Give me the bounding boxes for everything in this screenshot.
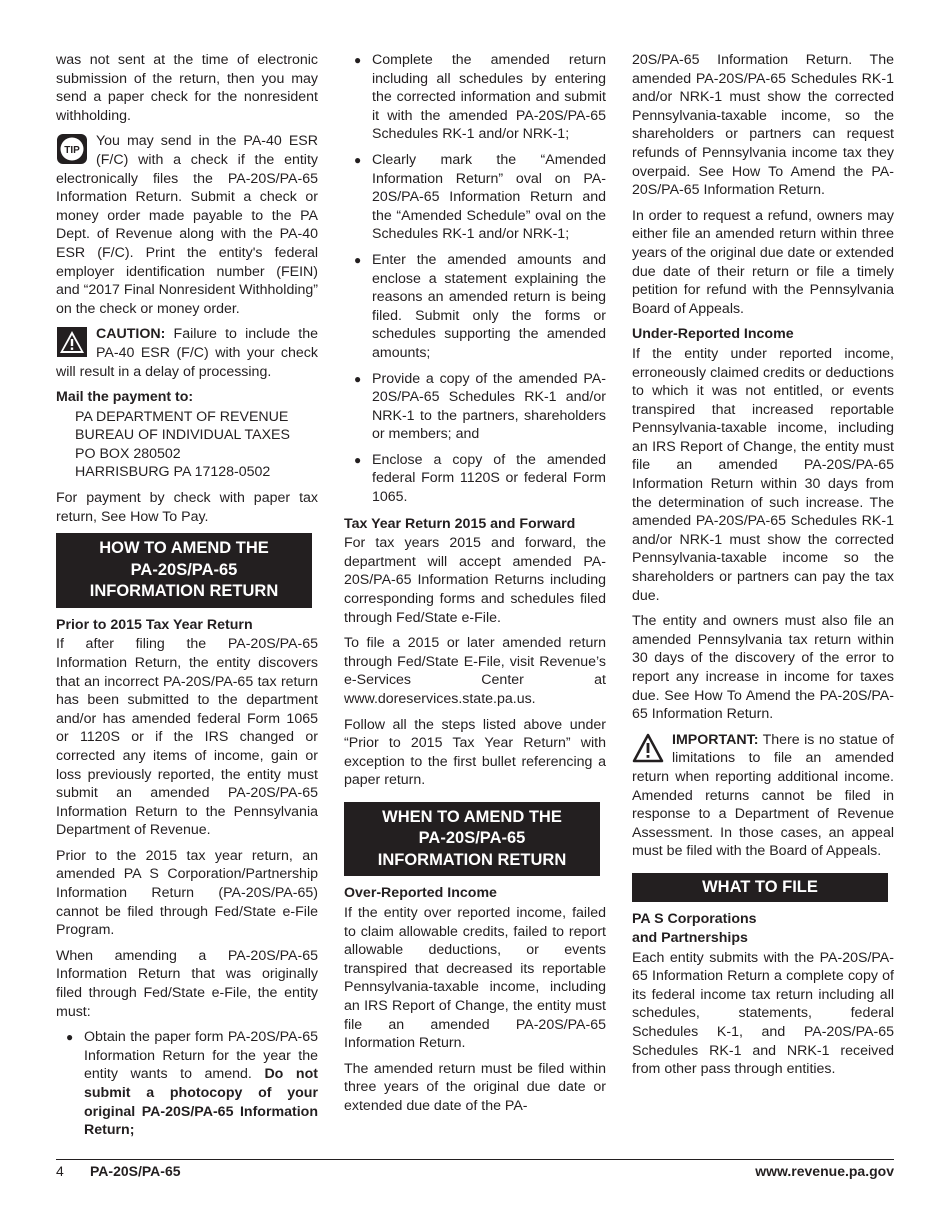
bullet-icon: ● xyxy=(354,371,362,386)
bullet-text: Complete the amended return including all schedules by entering the corrected information and submit it with the amended PA-20S/PA-65 Schedules RK-1 and/or NRK-1; xyxy=(372,52,606,143)
tip-icon xyxy=(56,133,88,165)
tip-notice xyxy=(56,132,318,318)
list-item xyxy=(344,451,606,507)
under-reported-paragraph-1: If the entity under reported income, erroneously claimed credits or deductions to which it was not entitled, or events transpired that increased reportable Pennsylvania-taxable income, including an IRS Report of Change, the entity must file an amended PA-20S/PA-65 Information Return within 30 days from the determination of such increase. The amended PA-20S/PA-65 Schedules RK-1 and/or NRK-1 must show the corrected Pennsylvania-taxable income so the shareholders or partners can pay the tax due. xyxy=(632,345,894,604)
prior-paragraph-2: Prior to the 2015 tax year return, an amended PA S Corporation/Partnership Information Return (PA-20S/PA-65) cannot be filed through Fed/State e-File Program. xyxy=(56,847,318,939)
list-item xyxy=(344,51,606,144)
over-reported-paragraph-1: If the entity over reported income, failed to claim allowable credits, failed to report allowable deductions, or events transpired that decreased its reportable Pennsylvania-taxable income, including an IRS Report of Change, the entity must file an amended PA-20S/PA-65 Information Return. xyxy=(344,905,606,1052)
bullet-icon: ● xyxy=(66,1030,74,1045)
bullet-icon: ● xyxy=(354,152,362,167)
mail-heading: Mail the payment to: xyxy=(56,389,194,406)
over-reported-continued: 20S/PA-65 Information Return. The amended PA-20S/PA-65 Schedules RK-1 and/or NRK-1 must show the corrected Pennsylvania-taxable income, so the shareholders or partners can request refunds of Pennsylvania income tax they overpaid. See How To Amend the PA-20S/PA-65 Information Return. xyxy=(632,52,894,199)
column-2 xyxy=(344,51,606,1123)
website-link[interactable]: www.revenue.pa.gov xyxy=(755,1163,894,1179)
important-notice xyxy=(632,731,894,861)
intro-paragraph: was not sent at the time of electronic submission of the return, then you may send a paper check for the nonresident withholding. xyxy=(56,52,318,124)
bullet-icon: ● xyxy=(354,452,362,467)
under-reported-paragraph-2: The entity and owners must also file an amended Pennsylvania tax return within 30 days of the discovery of the error to report any increase in income for taxes due. See How To Amend the PA-20S/PA-65 Information Return. xyxy=(632,613,894,723)
scorp-heading-line-2: and Partnerships xyxy=(632,930,748,947)
over-reported-heading: Over-Reported Income xyxy=(344,885,497,902)
form-name: PA-20S/PA-65 xyxy=(90,1163,181,1179)
tip-icon-label: TIP xyxy=(64,145,80,157)
mailing-address xyxy=(75,408,318,482)
bullet-text: Provide a copy of the amended PA-20S/PA-65 Schedules RK-1 and/or NRK-1 to the partners, shareholders or members; and xyxy=(372,370,606,443)
tax-2015-paragraph-1: For tax years 2015 and forward, the department will accept amended PA-20S/PA-65 Information Returns including corresponding forms and schedules filed through Fed/State e-File. xyxy=(344,535,606,626)
bullet-text: Clearly mark the “Amended Information Return” oval on PA-20S/PA-65 Information Return and the “Amended Schedule” oval on the Schedules RK-1 and/or NRK-1; xyxy=(372,151,606,243)
over-reported-paragraph-2: The amended return must be filed within three years of the original due date or extended due date of the PA- xyxy=(344,1060,606,1114)
bullet-icon: ● xyxy=(354,252,362,267)
address-line: BUREAU OF INDIVIDUAL TAXES xyxy=(75,427,290,444)
caution-text: Failure to include the PA-40 ESR (F/C) with your check will result in a delay of processing. xyxy=(56,326,318,380)
what-to-file-banner: WHAT TO FILE xyxy=(632,873,888,903)
banner-line: INFORMATION RETURN xyxy=(377,850,567,869)
tax-2015-paragraph-3: Follow all the steps listed above under “Prior to 2015 Tax Year Return” with exception to the first bullet referencing a paper return. xyxy=(344,716,606,789)
bullet-text: Enclose a copy of the amended federal Form 1120S or federal Form 1065. xyxy=(372,451,606,506)
banner-line: PA-20S/PA-65 xyxy=(130,560,238,579)
prior-2015-heading: Prior to 2015 Tax Year Return xyxy=(56,616,253,633)
footer-divider xyxy=(56,1159,894,1160)
list-item xyxy=(344,151,606,244)
column-3 xyxy=(632,51,894,1086)
check-paragraph: For payment by check with paper tax return, See How To Pay. xyxy=(56,490,318,525)
address-line: PA DEPARTMENT OF REVENUE xyxy=(75,408,289,425)
column-1 xyxy=(56,51,318,1148)
important-icon xyxy=(632,732,664,764)
banner-line: WHEN TO AMEND THE xyxy=(382,807,562,826)
list-item xyxy=(344,251,606,363)
important-text: There is no statue of limitations to file an amended return when reporting additional income. Amended returns cannot be filed in response to a Department of Revenue Assessment. In those cases, an appeal must be filed with the Board of Appeals. xyxy=(632,731,894,860)
caution-notice xyxy=(56,325,318,381)
banner-line: HOW TO AMEND THE xyxy=(99,539,269,558)
page-number: 4 xyxy=(56,1163,64,1179)
tax-2015-paragraph-2: To file a 2015 or later amended return through Fed/State E-File, visit Revenue’s e-Services Center at www.doreservices.state.pa.us. xyxy=(344,635,606,707)
caution-icon xyxy=(56,326,88,358)
list-item xyxy=(56,1028,318,1140)
amend-steps-list xyxy=(56,1028,318,1140)
when-to-amend-banner xyxy=(344,802,600,877)
banner-line: INFORMATION RETURN xyxy=(89,582,279,601)
tax-2015-heading: Tax Year Return 2015 and Forward xyxy=(344,515,576,532)
address-line: PO BOX 280502 xyxy=(75,445,181,462)
amend-steps-list-continued xyxy=(344,51,606,507)
under-reported-heading: Under-Reported Income xyxy=(632,326,794,343)
caution-label: CAUTION: xyxy=(96,326,166,343)
how-to-amend-banner xyxy=(56,533,312,608)
bullet-text: Obtain the paper form PA-20S/PA-65 Information Return for the year the entity wants to amend. xyxy=(84,1029,318,1083)
refund-paragraph: In order to request a refund, owners may either file an amended return within three years of the original due date or extended due date of their return or file a timely petition for refund with the Pennsylvania Board of Appeals. xyxy=(632,207,894,317)
list-item xyxy=(344,370,606,444)
important-label: IMPORTANT: xyxy=(672,731,759,748)
tip-text: You may send in the PA-40 ESR (F/C) with a check if the entity electronically files the PA-20S/PA-65 Information Return. Submit a check or money order made payable to the PA Dept. of Revenue along with the PA-40 ESR (F/C). Print the entity's federal employer identification number (FEIN) and “2017 Final Nonresident Withholding” on the check or money order. xyxy=(56,133,318,317)
scorp-paragraph: Each entity submits with the PA-20S/PA-65 Information Return a complete copy of its federal income tax return including all schedules, statements, federal Schedules K-1, and PA-20S/PA-65 Schedules RK-1 and NRK-1 received from other pass through entities. xyxy=(632,949,894,1078)
bullet-icon: ● xyxy=(354,53,362,67)
banner-line: PA-20S/PA-65 xyxy=(418,829,526,848)
prior-paragraph-3: When amending a PA-20S/PA-65 Information Return that was originally filed through Fed/State e-File, the entity must: xyxy=(56,947,318,1020)
scorp-heading-line-1: PA S Corporations xyxy=(632,911,757,928)
bullet-bold-text: Do not submit a photocopy of your original PA-20S/PA-65 Information Return; xyxy=(84,1066,318,1139)
address-line: HARRISBURG PA 17128-0502 xyxy=(75,464,271,481)
prior-paragraph-1: If after filing the PA-20S/PA-65 Information Return, the entity discovers that an incorrect PA-20S/PA-65 tax return has been submitted to the department and/or has amended federal Form 1065 or 1120S or if the IRS changed or corrected any items of income, gain or loss previously reported, the entity must submit an amended PA-20S/PA-65 Information Return to the Pennsylvania Department of Revenue. xyxy=(56,636,318,839)
bullet-text: Enter the amended amounts and enclose a statement explaining the reasons an amended return is being filed. Submit only the forms or schedules supporting the amended amounts; xyxy=(372,251,606,361)
